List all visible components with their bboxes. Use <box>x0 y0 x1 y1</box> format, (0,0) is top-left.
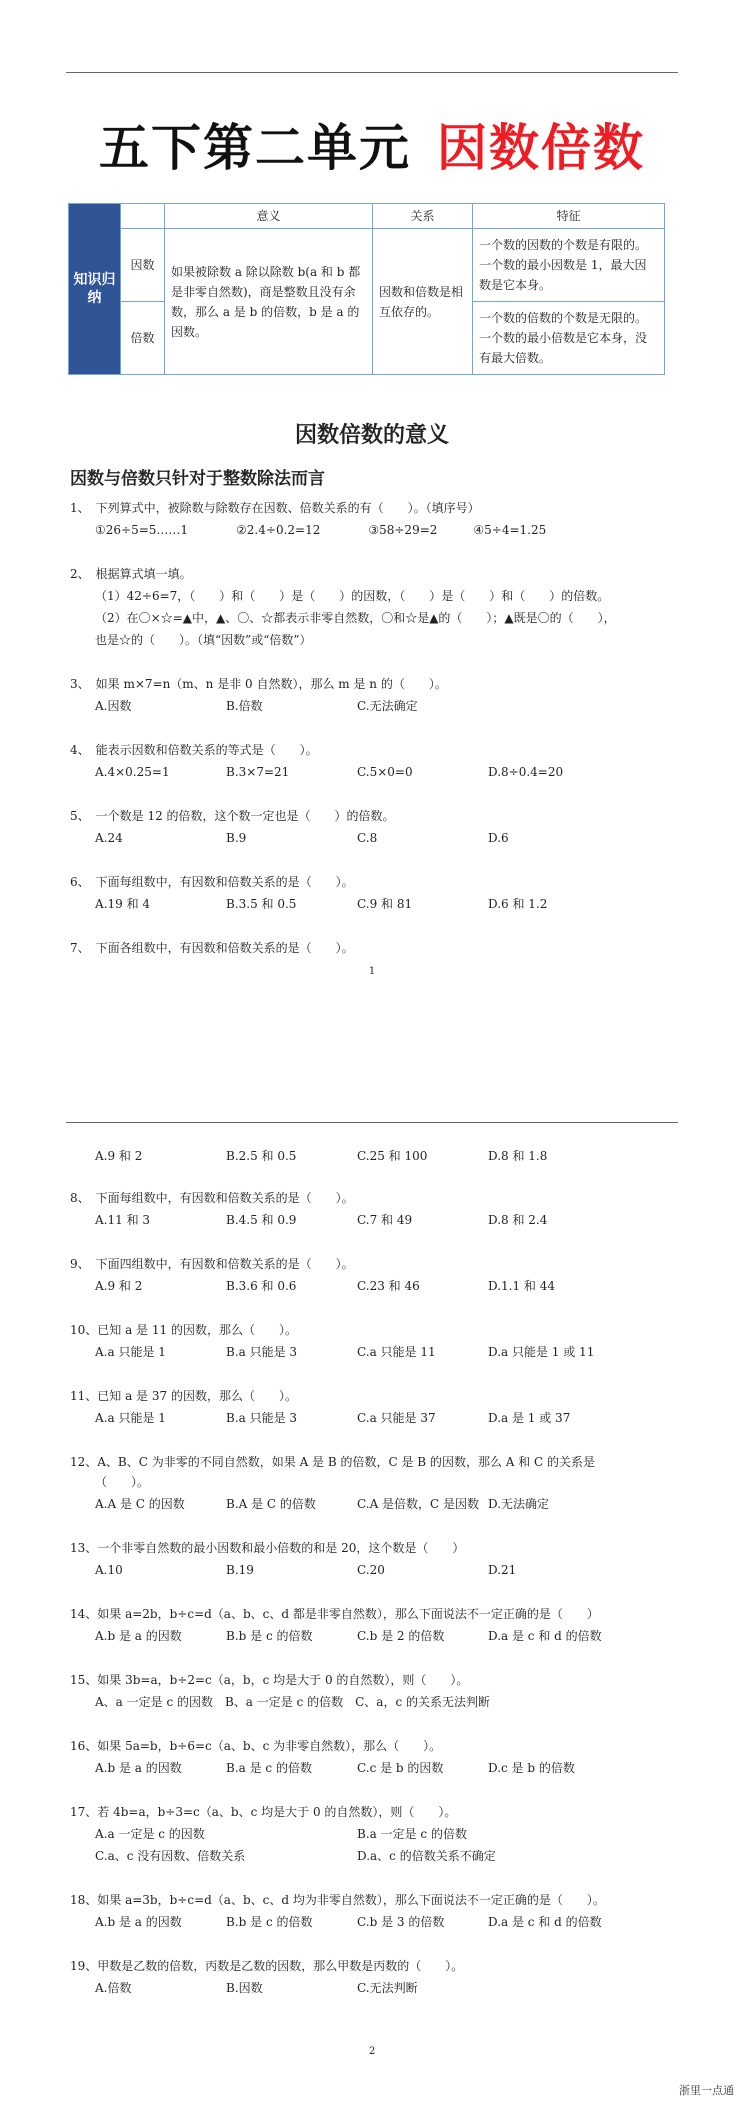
section-title: 因数倍数的意义 <box>294 423 449 448</box>
q9-opt-c: C.23 和 46 <box>357 1279 420 1293</box>
header-relation: 关系 <box>373 204 473 229</box>
q16-opt-a: A.b 是 a 的因数 <box>95 1761 182 1775</box>
q17-opt-a: A.a 一定是 c 的因数 <box>95 1827 205 1841</box>
q17-opt-c: C.a、c 没有因数、倍数关系 <box>95 1849 246 1863</box>
q16-opt-b: B.a 是 c 的倍数 <box>226 1761 312 1775</box>
q14-opt-a: A.b 是 a 的因数 <box>95 1629 182 1643</box>
q7-opt-b: B.2.5 和 0.5 <box>226 1149 297 1163</box>
q3-opt-a: A.因数 <box>95 699 132 713</box>
title-black: 五下第二单元 <box>99 119 411 177</box>
q13-opt-a: A.10 <box>95 1563 123 1577</box>
q2-2-cont: 也是☆的（ ）。（填“因数”或“倍数”） <box>95 633 312 647</box>
q3-opt-b: B.倍数 <box>226 699 263 713</box>
q11-opt-b: B.a 只能是 3 <box>226 1411 298 1425</box>
q5-opt-b: B.9 <box>226 831 247 845</box>
q5-opt-c: C.8 <box>357 831 378 845</box>
q19-opt-b: B.因数 <box>226 1981 263 1995</box>
q18: 18、如果 a=3b，b÷c=d（a、b、c、d 均为非零自然数），那么下面说法不一定正确的是（ ）。 <box>70 1893 605 1907</box>
page-title <box>0 108 744 180</box>
q11: 11、已知 a 是 37 的因数，那么（ ）。 <box>70 1389 297 1403</box>
row-multiple: 倍数 <box>121 302 165 375</box>
q7: 7、 下面各组数中，有因数和倍数关系的是（ ）。 <box>70 941 354 955</box>
q12-opt-c: C.A 是倍数，C 是因数 <box>357 1497 480 1511</box>
knowledge-side-label: 知识归纳 <box>69 204 121 375</box>
q14-opt-b: B.b 是 c 的倍数 <box>226 1629 313 1643</box>
header-feature: 特征 <box>473 204 665 229</box>
header-meaning: 意义 <box>165 204 373 229</box>
q9-opt-a: A.9 和 2 <box>95 1279 143 1293</box>
q7-opt-c: C.25 和 100 <box>357 1149 428 1163</box>
q4-opt-c: C.5×0=0 <box>357 765 413 779</box>
q8: 8、 下面每组数中，有因数和倍数关系的是（ ）。 <box>70 1191 354 1205</box>
q13-opt-b: B.19 <box>226 1563 254 1577</box>
q17-opt-d: D.a、c 的倍数关系不确定 <box>357 1849 496 1863</box>
q5: 5、 一个数是 12 的倍数，这个数一定也是（ ）的倍数。 <box>70 809 395 823</box>
q11-opt-c: C.a 只能是 37 <box>357 1411 436 1425</box>
q1: 1、 下列算式中，被除数与除数存在因数、倍数关系的有（ ）。（填序号） <box>70 501 480 515</box>
relation-text: 因数和倍数是相互依存的。 <box>373 229 473 375</box>
q12-cont: （ ）。 <box>95 1475 150 1489</box>
q1-items: ①26÷5=5……1 ②2.4÷0.2=12 ③58÷29=2 ④5÷4=1.25 <box>95 523 547 537</box>
q16-opt-d: D.c 是 b 的倍数 <box>488 1761 575 1775</box>
q9-opt-b: B.3.6 和 0.6 <box>226 1279 297 1293</box>
watermark: 浙里一点通 <box>679 2084 734 2097</box>
q4-opt-b: B.3×7=21 <box>226 765 290 779</box>
q8-opt-d: D.8 和 2.4 <box>488 1213 548 1227</box>
page2-rule <box>66 1122 678 1123</box>
q10-opt-a: A.a 只能是 1 <box>95 1345 166 1359</box>
q8-opt-c: C.7 和 49 <box>357 1213 413 1227</box>
q9-opt-d: D.1.1 和 44 <box>488 1279 555 1293</box>
q4-opt-d: D.8÷0.4=20 <box>488 765 564 779</box>
subtitle: 因数与倍数只针对于整数除法而言 <box>70 469 325 489</box>
q6-opt-a: A.19 和 4 <box>95 897 151 911</box>
q12-opt-a: A.A 是 C 的因数 <box>95 1497 185 1511</box>
q18-opt-d: D.a 是 c 和 d 的倍数 <box>488 1915 602 1929</box>
q7-opt-d: D.8 和 1.8 <box>488 1149 548 1163</box>
q18-opt-c: C.b 是 3 的倍数 <box>357 1915 445 1929</box>
q15-options: A、a 一定是 c 的因数 B、a 一定是 c 的倍数 C、a，c 的关系无法判断 <box>95 1695 490 1709</box>
q13-opt-c: C.20 <box>357 1563 385 1577</box>
q13-opt-d: D.21 <box>488 1563 517 1577</box>
q2-2: （2）在〇×☆=▲中，▲、〇、☆都表示非零自然数，〇和☆是▲的（ ）；▲既是〇的（ ）， <box>95 611 616 625</box>
q3: 3、 如果 m×7=n（m、n 是非 0 自然数），那么 m 是 n 的（ ）。 <box>70 677 447 691</box>
title-red: 因数倍数 <box>437 119 645 177</box>
q11-opt-a: A.a 只能是 1 <box>95 1411 166 1425</box>
q19: 19、甲数是乙数的倍数，丙数是乙数的因数，那么甲数是丙数的（ ）。 <box>70 1959 464 1973</box>
q2-1: （1）42÷6=7，（ ）和（ ）是（ ）的因数，（ ）是（ ）和（ ）的倍数。 <box>95 589 610 603</box>
q17: 17、若 4b=a，b÷3=c（a、b、c 均是大于 0 的自然数），则（ ）。 <box>70 1805 457 1819</box>
q8-opt-b: B.4.5 和 0.9 <box>226 1213 297 1227</box>
page-number-1: 1 <box>368 966 376 977</box>
q8-opt-a: A.11 和 3 <box>95 1213 151 1227</box>
q12: 12、A、B、C 为非零的不同自然数，如果 A 是 B 的倍数，C 是 B 的因数，那么 A 和 C 的关系是 <box>70 1455 596 1469</box>
q9: 9、 下面四组数中，有因数和倍数关系的是（ ）。 <box>70 1257 354 1271</box>
row-factor: 因数 <box>121 229 165 302</box>
q5-opt-d: D.6 <box>488 831 509 845</box>
q14-opt-d: D.a 是 c 和 d 的倍数 <box>488 1629 602 1643</box>
q15: 15、如果 3b=a，b÷2=c（a，b，c 均是大于 0 的自然数），则（ ）。 <box>70 1673 469 1687</box>
q2: 2、 根据算式填一填。 <box>70 567 192 581</box>
q10-opt-d: D.a 只能是 1 或 11 <box>488 1345 595 1359</box>
q10-opt-c: C.a 只能是 11 <box>357 1345 436 1359</box>
knowledge-table <box>68 203 665 375</box>
q6-opt-b: B.3.5 和 0.5 <box>226 897 297 911</box>
q10-opt-b: B.a 只能是 3 <box>226 1345 298 1359</box>
q16: 16、如果 5a=b，b÷6=c（a、b、c 为非零自然数），那么（ ）。 <box>70 1739 442 1753</box>
table-corner <box>121 204 165 229</box>
q6-opt-c: C.9 和 81 <box>357 897 413 911</box>
q7-opt-a: A.9 和 2 <box>95 1149 143 1163</box>
q11-opt-d: D.a 是 1 或 37 <box>488 1411 571 1425</box>
meaning-text: 如果被除数 a 除以除数 b(a 和 b 都是非零自然数)，商是整数且没有余数，那么 a 是 b 的倍数，b 是 a 的因数。 <box>165 229 373 375</box>
q12-opt-d: D.无法确定 <box>488 1497 550 1511</box>
q13: 13、一个非零自然数的最小因数和最小倍数的和是 20，这个数是（ ） <box>70 1541 465 1555</box>
factor-feature: 一个数的因数的个数是有限的。一个数的最小因数是 1，最大因数是它本身。 <box>473 229 665 302</box>
q19-opt-a: A.倍数 <box>95 1981 132 1995</box>
q3-opt-c: C.无法确定 <box>357 699 418 713</box>
q19-opt-c: C.无法判断 <box>357 1981 418 1995</box>
q5-opt-a: A.24 <box>95 831 123 845</box>
q18-opt-a: A.b 是 a 的因数 <box>95 1915 182 1929</box>
q6-opt-d: D.6 和 1.2 <box>488 897 548 911</box>
q14: 14、如果 a=2b，b÷c=d（a、b、c、d 都是非零自然数），那么下面说法不一定正确的是（ ） <box>70 1607 599 1621</box>
q4: 4、 能表示因数和倍数关系的等式是（ ）。 <box>70 743 318 757</box>
q14-opt-c: C.b 是 2 的倍数 <box>357 1629 445 1643</box>
page-number-2: 2 <box>368 2046 376 2057</box>
q17-opt-b: B.a 一定是 c 的倍数 <box>357 1827 467 1841</box>
q18-opt-b: B.b 是 c 的倍数 <box>226 1915 313 1929</box>
top-rule <box>66 72 678 73</box>
q12-opt-b: B.A 是 C 的倍数 <box>226 1497 316 1511</box>
q6: 6、 下面每组数中，有因数和倍数关系的是（ ）。 <box>70 875 354 889</box>
q10: 10、已知 a 是 11 的因数，那么（ ）。 <box>70 1323 297 1337</box>
q16-opt-c: C.c 是 b 的因数 <box>357 1761 444 1775</box>
multiple-feature: 一个数的倍数的个数是无限的。一个数的最小倍数是它本身，没有最大倍数。 <box>473 302 665 375</box>
q4-opt-a: A.4×0.25=1 <box>95 765 170 779</box>
